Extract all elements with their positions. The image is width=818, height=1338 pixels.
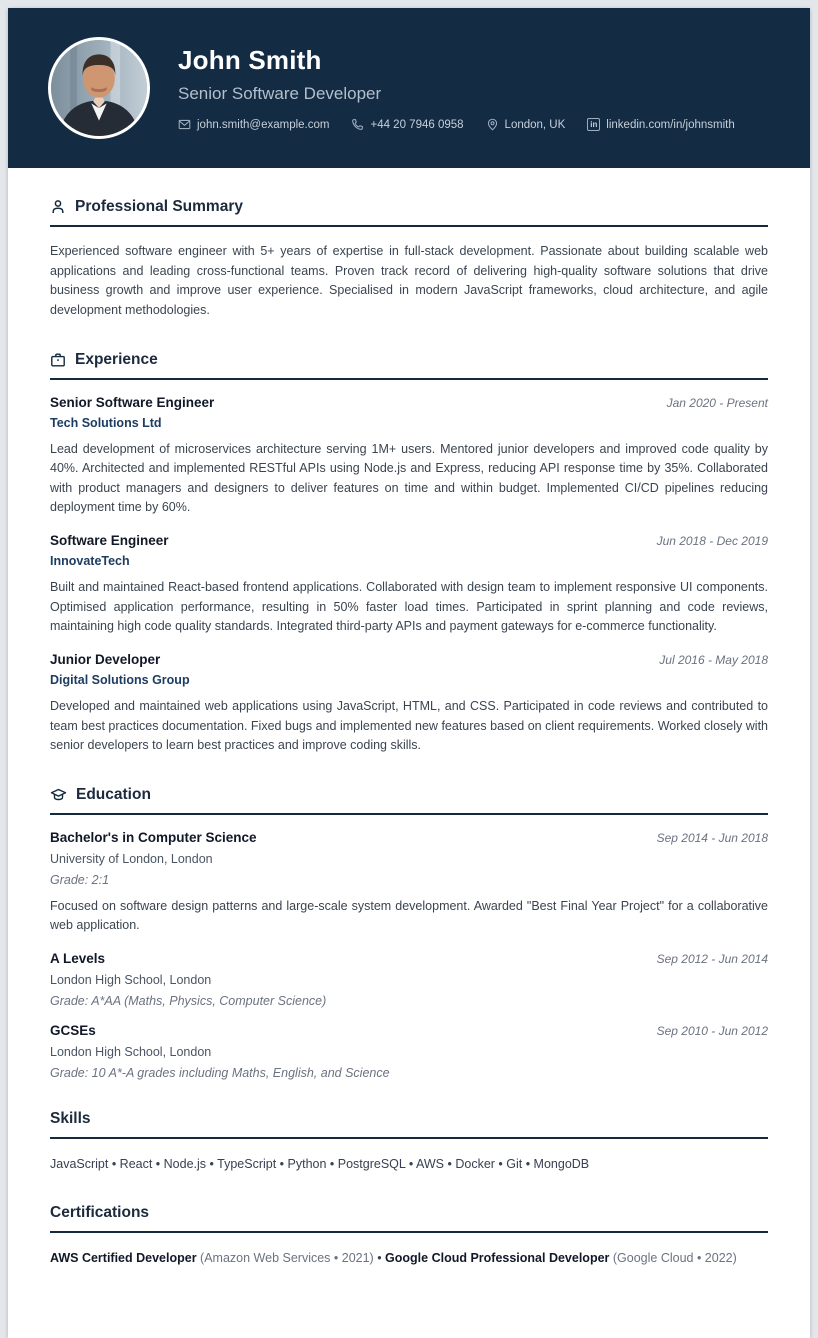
briefcase-icon	[50, 352, 66, 368]
school-name: London High School, London	[50, 1045, 212, 1059]
school-name: University of London, London	[50, 851, 213, 866]
job-description: Developed and maintained web applications using JavaScript, HTML, and CSS. Participated in code reviews and contributed to team best practices documentation. Fixed bugs and implemented new features based on client requirements. Worked closely with senior developers to learn best practices and improve coding skills.	[50, 698, 768, 753]
certification-details: (Google Cloud • 2022)	[609, 1251, 737, 1265]
person-job-title: Senior Software Developer	[178, 84, 382, 103]
grade-text: Grade: 2:1	[50, 872, 110, 887]
job-title: Senior Software Engineer	[50, 394, 215, 410]
job-dates: Jan 2020 - Present	[666, 395, 768, 410]
education-heading	[50, 786, 768, 815]
email-icon	[178, 118, 191, 131]
education-dates: Sep 2014 - Jun 2018	[656, 830, 768, 845]
job-title: Software Engineer	[50, 533, 169, 548]
header-info	[178, 45, 770, 131]
section-education	[50, 786, 768, 1080]
degree-title: A Levels	[50, 951, 106, 966]
section-experience	[50, 351, 768, 756]
skills-line: JavaScript • React • Node.js • TypeScript • Python • PostgreSQL • AWS • Docker • Git • MongoDB	[50, 1157, 590, 1171]
resume-header	[8, 8, 810, 168]
contact-phone[interactable]	[351, 118, 463, 131]
job-description: Built and maintained React-based frontend applications. Collaborated with design team to implement responsive UI components. Optimised application performance, resulting in 50% faster load times. Participated in sprint planning and code reviews, maintaining high code quality standards. Integrated third-party APIs and payment gateways for e-commerce functionality.	[50, 580, 768, 634]
person-name: John Smith	[178, 45, 322, 75]
entry-header	[50, 1023, 768, 1038]
job-company: Tech Solutions Ltd	[50, 415, 162, 430]
location-pin-icon	[486, 118, 499, 131]
entry-header	[50, 951, 768, 966]
summary-heading	[50, 198, 768, 227]
section-skills	[50, 1110, 768, 1174]
education-entry	[50, 951, 768, 1008]
entry-header	[50, 652, 768, 667]
person-icon	[50, 199, 66, 215]
entry-header	[50, 395, 768, 410]
job-company: Digital Solutions Group	[50, 672, 190, 687]
section-professional-summary	[50, 198, 768, 321]
phone-icon	[351, 118, 364, 131]
resume-body	[8, 168, 810, 1338]
summary-text: Experienced software engineer with 5+ years of expertise in full-stack development. Passionate about building scalable web applications and leading cross-functional teams. Proven track record of delivering high-quality software solutions that drive business growth and improve user experience. Specialised in modern JavaScript frameworks, cloud architecture, and agile development methodologies.	[50, 244, 768, 317]
job-dates: Jul 2016 - May 2018	[659, 652, 768, 667]
degree-title: Bachelor's in Computer Science	[50, 829, 257, 845]
certifications-heading-label: Certifications	[50, 1204, 150, 1221]
linkedin-icon: in	[587, 118, 600, 131]
certifications-line: AWS Certified Developer (Amazon Web Services • 2021) • Google Cloud Professional Developer (Google Cloud • 2022)	[50, 1251, 737, 1265]
grade-text: Grade: A*AA (Maths, Physics, Computer Science)	[50, 994, 327, 1008]
education-dates: Sep 2010 - Jun 2012	[656, 1024, 768, 1038]
job-dates: Jun 2018 - Dec 2019	[656, 534, 768, 548]
education-dates: Sep 2012 - Jun 2014	[656, 952, 768, 966]
experience-heading-label: Experience	[75, 350, 158, 368]
skills-heading	[50, 1110, 768, 1139]
education-description: Focused on software design patterns and large-scale system development. Awarded "Best Final Year Project" for a collaborative web application.	[50, 898, 768, 933]
contact-location-text: London, UK	[504, 118, 566, 131]
contact-email[interactable]	[178, 118, 329, 131]
skills-heading-label: Skills	[50, 1110, 91, 1127]
section-certifications	[50, 1204, 768, 1268]
summary-heading-label: Professional Summary	[75, 198, 243, 215]
certification-name: AWS Certified Developer	[50, 1251, 197, 1265]
school-name: London High School, London	[50, 973, 212, 987]
entry-header	[50, 533, 768, 548]
experience-entry	[50, 533, 768, 637]
contact-email-text: john.smith@example.com	[197, 118, 330, 131]
profile-photo-illustration	[51, 40, 147, 136]
experience-entry	[50, 652, 768, 756]
job-company: InnovateTech	[50, 554, 130, 568]
certification-details: (Amazon Web Services • 2021)	[196, 1251, 374, 1265]
contact-linkedin-text: linkedin.com/in/johnsmith	[606, 118, 735, 131]
experience-heading	[50, 351, 768, 380]
grade-text: Grade: 10 A*-A grades including Maths, English, and Science	[50, 1066, 390, 1080]
profile-photo	[48, 37, 150, 139]
degree-title: GCSEs	[50, 1023, 96, 1038]
education-entry	[50, 830, 768, 936]
resume-page	[8, 8, 810, 1338]
job-description: Lead development of microservices architecture serving 1M+ users. Mentored junior developers and improved code quality by 40%. Architected and implemented RESTful APIs using Node.js and Express, reducing API response time by 35%. Collaborated with product managers and designers to deliver features on time and within budget. Implemented CI/CD pipelines reducing deployment time by 60%.	[50, 441, 768, 515]
experience-entry	[50, 395, 768, 519]
contact-phone-text: +44 20 7946 0958	[370, 118, 464, 131]
graduation-cap-icon	[50, 787, 67, 803]
contact-row	[178, 118, 770, 131]
contact-location	[486, 118, 566, 131]
certification-name: Google Cloud Professional Developer	[385, 1251, 610, 1265]
contact-linkedin[interactable]	[587, 118, 734, 131]
job-title: Junior Developer	[50, 651, 161, 667]
education-heading-label: Education	[76, 785, 151, 803]
certifications-heading	[50, 1204, 768, 1233]
education-entry	[50, 1023, 768, 1080]
entry-header	[50, 830, 768, 845]
